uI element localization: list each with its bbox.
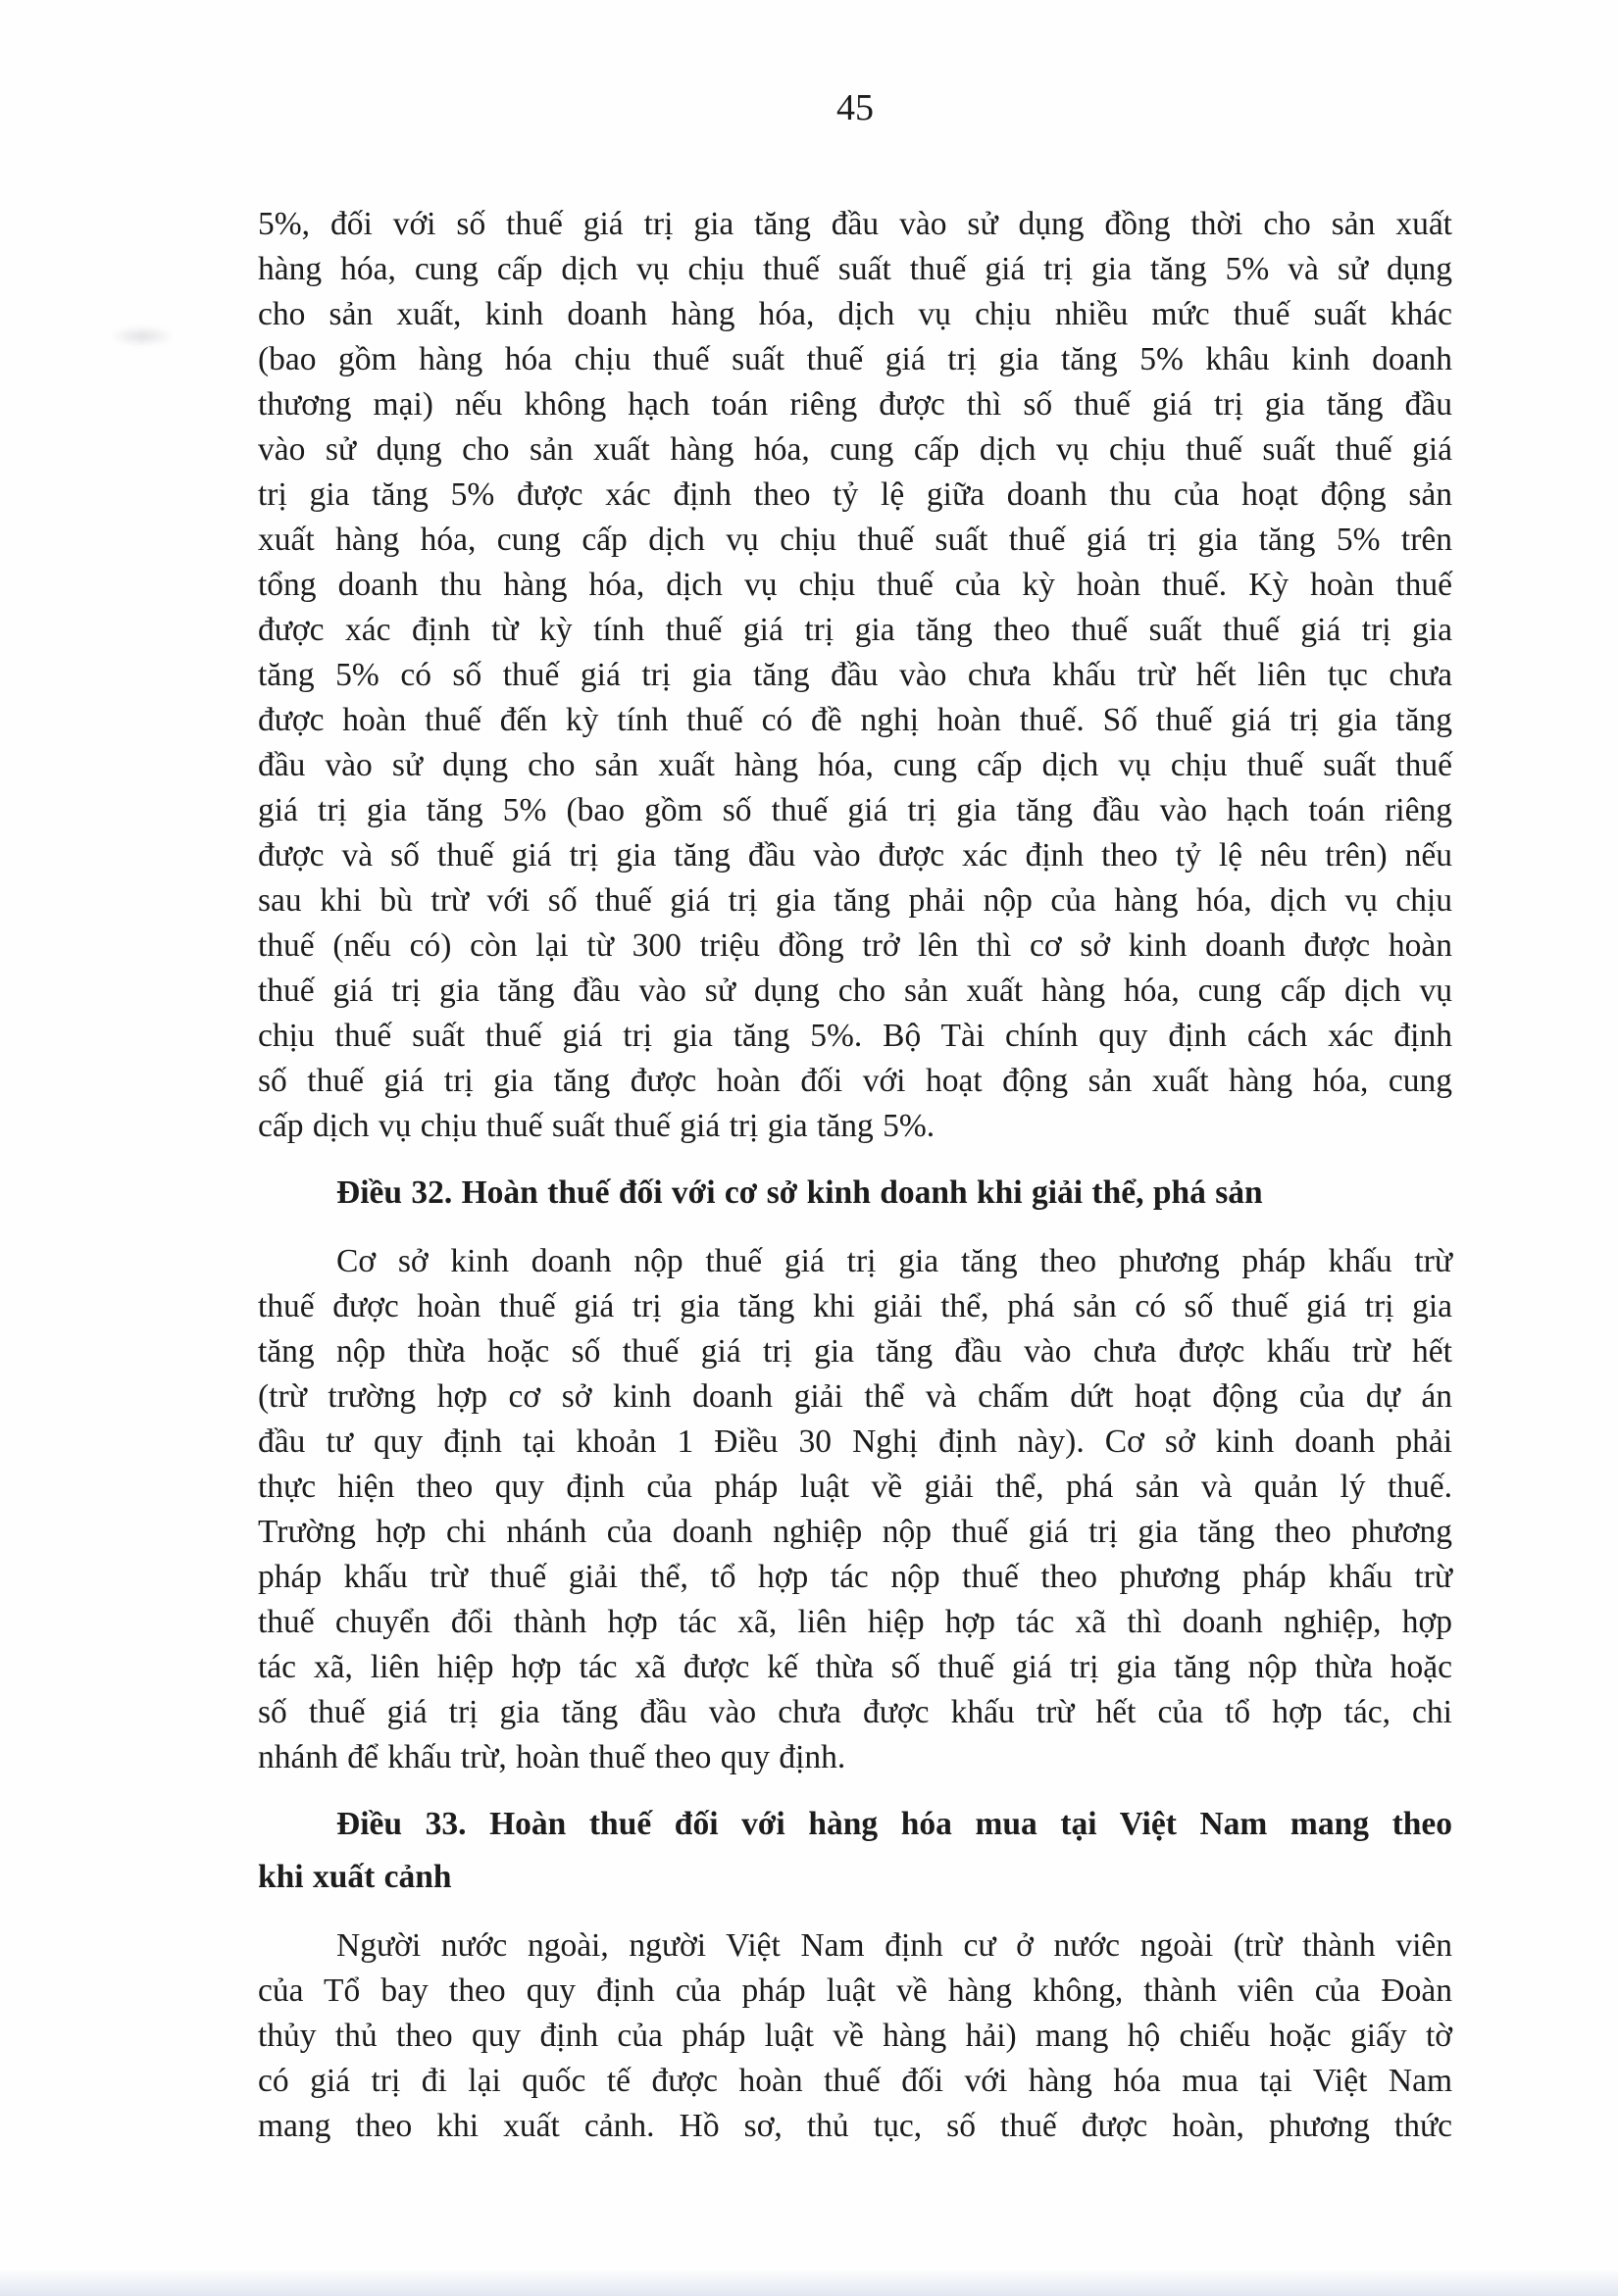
page-number: 45 (836, 87, 874, 128)
text-line: tăng 5% có số thuế giá trị gia tăng đầu vào chưa khấu trừ hết liên tục chưa (258, 657, 1452, 693)
paragraph (258, 202, 1452, 1149)
text-line: trị gia tăng 5% được xác định theo tỷ lệ giữa doanh thu của hoạt động sản (258, 476, 1452, 513)
text-line: Trường hợp chi nhánh của doanh nghiệp nộp thuế giá trị gia tăng theo phương (258, 1514, 1452, 1550)
bottom-scan-tint (0, 2269, 1618, 2296)
text-line: xuất hàng hóa, cung cấp dịch vụ chịu thuế suất thuế giá trị gia tăng 5% trên (258, 522, 1452, 558)
text-line: tác xã, liên hiệp hợp tác xã được kế thừa số thuế giá trị gia tăng nộp thừa hoặc (258, 1649, 1452, 1685)
text-line: thuế giá trị gia tăng đầu vào sử dụng cho sản xuất hàng hóa, cung cấp dịch vụ (258, 973, 1452, 1009)
paragraph (258, 1239, 1452, 1780)
text-line: khi xuất cảnh (258, 1859, 452, 1895)
text-line: được xác định từ kỳ tính thuế giá trị gia tăng theo thuế suất thuế giá trị gia (258, 612, 1452, 648)
text-line: có giá trị đi lại quốc tế được hoàn thuế đối với hàng hóa mua tại Việt Nam (258, 2063, 1452, 2099)
text-line: thuế được hoàn thuế giá trị gia tăng khi giải thể, phá sản có số thuế giá trị gia (258, 1288, 1452, 1324)
text-line: thương mại) nếu không hạch toán riêng được thì số thuế giá trị gia tăng đầu (258, 386, 1452, 423)
section-heading (258, 1167, 1452, 1220)
text-line: Điều 32. Hoàn thuế đối với cơ sở kinh doanh khi giải thể, phá sản (336, 1174, 1263, 1211)
text-line: giá trị gia tăng 5% (bao gồm số thuế giá trị gia tăng đầu vào hạch toán riêng (258, 792, 1452, 828)
text-line: cho sản xuất, kinh doanh hàng hóa, dịch vụ chịu nhiều mức thuế suất khác (258, 296, 1452, 332)
text-line: tăng nộp thừa hoặc số thuế giá trị gia tăng đầu vào chưa được khấu trừ hết (258, 1333, 1452, 1370)
text-line: thuế chuyển đổi thành hợp tác xã, liên hiệp hợp tác xã thì doanh nghiệp, hợp (258, 1604, 1452, 1640)
text-line: thủy thủ theo quy định của pháp luật về hàng hải) mang hộ chiếu hoặc giấy tờ (258, 2018, 1452, 2054)
text-line: Cơ sở kinh doanh nộp thuế giá trị gia tăng theo phương pháp khấu trừ (336, 1243, 1452, 1279)
text-block (258, 202, 1452, 2149)
text-line: Điều 33. Hoàn thuế đối với hàng hóa mua tại Việt Nam mang theo (336, 1806, 1452, 1842)
text-line: sau khi bù trừ với số thuế giá trị gia tăng phải nộp của hàng hóa, dịch vụ chịu (258, 882, 1452, 919)
text-line: thực hiện theo quy định của pháp luật về giải thể, phá sản và quản lý thuế. (258, 1469, 1452, 1505)
text-line: nhánh để khấu trừ, hoàn thuế theo quy định. (258, 1739, 846, 1775)
text-line: pháp khấu trừ thuế giải thể, tổ hợp tác nộp thuế theo phương pháp khấu trừ (258, 1559, 1452, 1595)
text-line: chịu thuế suất thuế giá trị gia tăng 5%. Bộ Tài chính quy định cách xác định (258, 1018, 1452, 1054)
text-line: tổng doanh thu hàng hóa, dịch vụ chịu thuế của kỳ hoàn thuế. Kỳ hoàn thuế (258, 567, 1452, 603)
text-line: số thuế giá trị gia tăng được hoàn đối với hoạt động sản xuất hàng hóa, cung (258, 1063, 1452, 1099)
text-line: của Tổ bay theo quy định của pháp luật về hàng không, thành viên của Đoàn (258, 1972, 1452, 2009)
text-line: đầu tư quy định tại khoản 1 Điều 30 Nghị định này). Cơ sở kinh doanh phải (258, 1423, 1452, 1460)
text-line: Người nước ngoài, người Việt Nam định cư ở nước ngoài (trừ thành viên (336, 1927, 1452, 1964)
text-line: được và số thuế giá trị gia tăng đầu vào được xác định theo tỷ lệ nêu trên) nếu (258, 837, 1452, 873)
text-line: cấp dịch vụ chịu thuế suất thuế giá trị gia tăng 5%. (258, 1108, 935, 1144)
text-line: số thuế giá trị gia tăng đầu vào chưa được khấu trừ hết của tổ hợp tác, chi (258, 1694, 1452, 1730)
paragraph (258, 1923, 1452, 2149)
text-line: (bao gồm hàng hóa chịu thuế suất thuế giá trị gia tăng 5% khâu kinh doanh (258, 341, 1452, 377)
text-line: được hoàn thuế đến kỳ tính thuế có đề nghị hoàn thuế. Số thuế giá trị gia tăng (258, 702, 1452, 738)
text-line: hàng hóa, cung cấp dịch vụ chịu thuế suất thuế giá trị gia tăng 5% và sử dụng (258, 251, 1452, 287)
text-line: mang theo khi xuất cảnh. Hồ sơ, thủ tục, số thuế được hoàn, phương thức (258, 2108, 1452, 2144)
text-line: 5%, đối với số thuế giá trị gia tăng đầu vào sử dụng đồng thời cho sản xuất (258, 206, 1452, 242)
text-line: (trừ trường hợp cơ sở kinh doanh giải thể và chấm dứt hoạt động của dự án (258, 1378, 1452, 1415)
section-heading (258, 1798, 1452, 1904)
text-line: vào sử dụng cho sản xuất hàng hóa, cung cấp dịch vụ chịu thuế suất thuế giá (258, 431, 1452, 468)
text-line: thuế (nếu có) còn lại từ 300 triệu đồng trở lên thì cơ sở kinh doanh được hoàn (258, 927, 1452, 964)
text-line: đầu vào sử dụng cho sản xuất hàng hóa, cung cấp dịch vụ chịu thuế suất thuế (258, 747, 1452, 783)
scan-smudge (110, 325, 175, 347)
